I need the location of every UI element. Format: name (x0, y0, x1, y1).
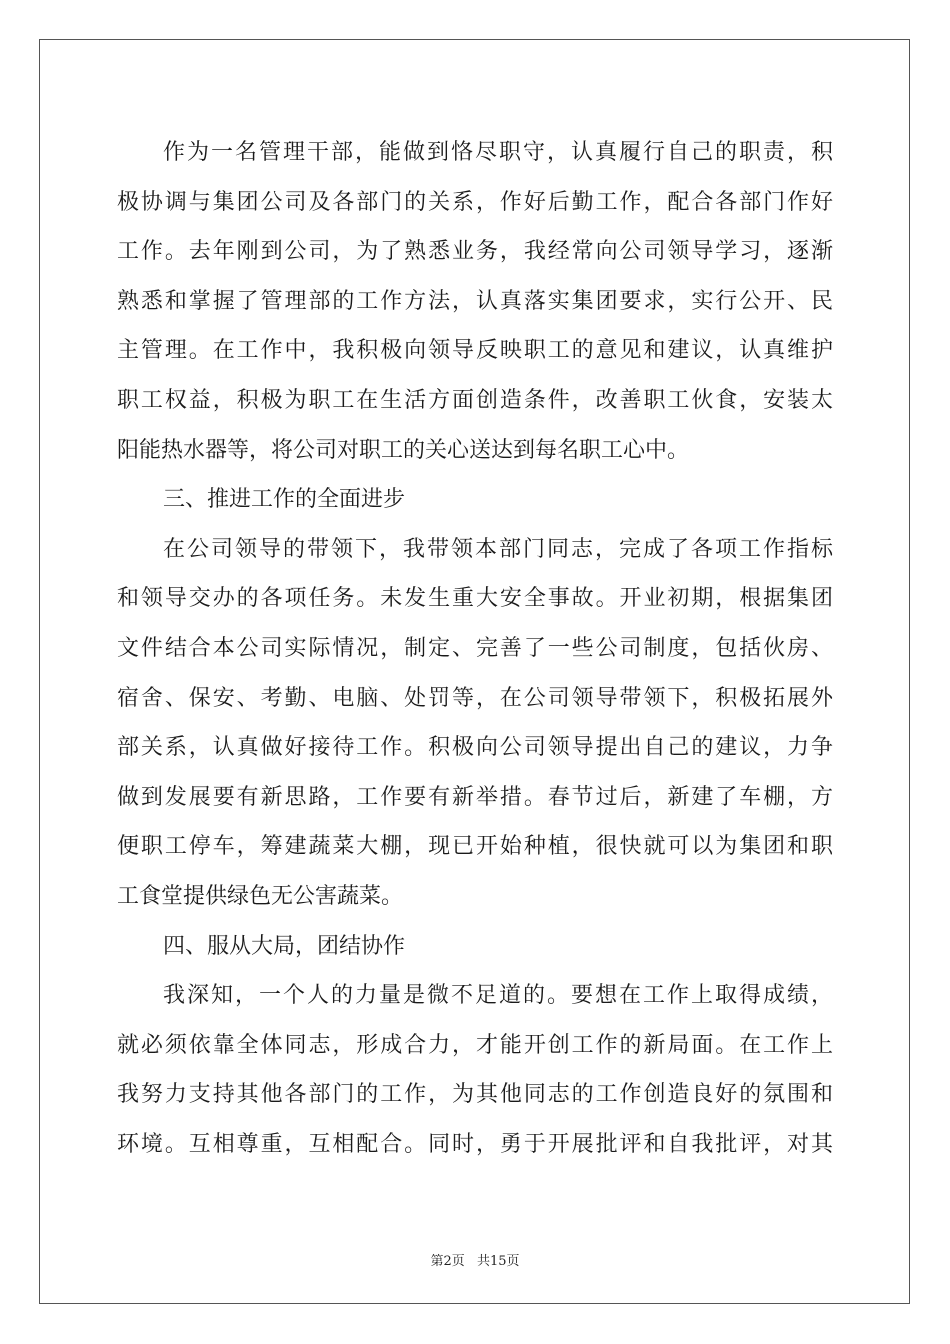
page-number-total: 共15页 (476, 1254, 520, 1269)
paragraph-line: 熟悉和掌握了管理部的工作方法，认真落实集团要求，实行公开、民 (117, 288, 833, 314)
document-body (117, 128, 833, 1169)
section-heading: 三、推进工作的全面进步 (163, 487, 406, 513)
paragraph-line: 便职工停车，筹建蔬菜大棚，现已开始种植，很快就可以为集团和职 (117, 834, 833, 860)
paragraph-line: 和领导交办的各项任务。未发生重大安全事故。开业初期，根据集团 (117, 586, 833, 612)
paragraph-line: 部关系，认真做好接待工作。积极向公司领导提出自己的建议，力争 (117, 735, 833, 761)
paragraph-line: 环境。互相尊重，互相配合。同时，勇于开展批评和自我批评，对其 (117, 1131, 833, 1157)
paragraph-line: 在公司领导的带领下，我带领本部门同志，完成了各项工作指标 (163, 536, 833, 562)
paragraph-line: 阳能热水器等，将公司对职工的关心送达到每名职工心中。 (117, 437, 690, 463)
paragraph-line: 我努力支持其他各部门的工作，为其他同志的工作创造良好的氛围和 (117, 1082, 833, 1108)
paragraph-line: 工作。去年刚到公司，为了熟悉业务，我经常向公司领导学习，逐渐 (117, 239, 833, 265)
paragraph-line: 作为一名管理干部，能做到恪尽职守，认真履行自己的职责，积 (163, 140, 833, 165)
paragraph-line: 职工权益，积极为职工在生活方面创造条件，改善职工伙食，安装太 (117, 387, 833, 413)
page-number-current: 第2页 (430, 1254, 465, 1269)
paragraph-line: 做到发展要有新思路，工作要有新举措。春节过后，新建了车棚，方 (117, 784, 833, 810)
paragraph-line: 我深知，一个人的力量是微不足道的。要想在工作上取得成绩， (163, 983, 833, 1009)
paragraph-line: 就必须依靠全体同志，形成合力，才能开创工作的新局面。在工作上 (117, 1032, 833, 1058)
paragraph-line: 工食堂提供绿色无公害蔬菜。 (117, 883, 404, 909)
page-footer (0, 1250, 950, 1269)
paragraph-line: 文件结合本公司实际情况，制定、完善了一些公司制度，包括伙房、 (117, 635, 833, 661)
paragraph-line: 极协调与集团公司及各部门的关系，作好后勤工作，配合各部门作好 (117, 189, 833, 215)
paragraph-line: 主管理。在工作中，我积极向领导反映职工的意见和建议，认真维护 (117, 338, 833, 364)
paragraph-line: 宿舍、保安、考勤、电脑、处罚等，在公司领导带领下，积极拓展外 (117, 685, 833, 711)
section-heading: 四、服从大局，团结协作 (163, 933, 406, 959)
